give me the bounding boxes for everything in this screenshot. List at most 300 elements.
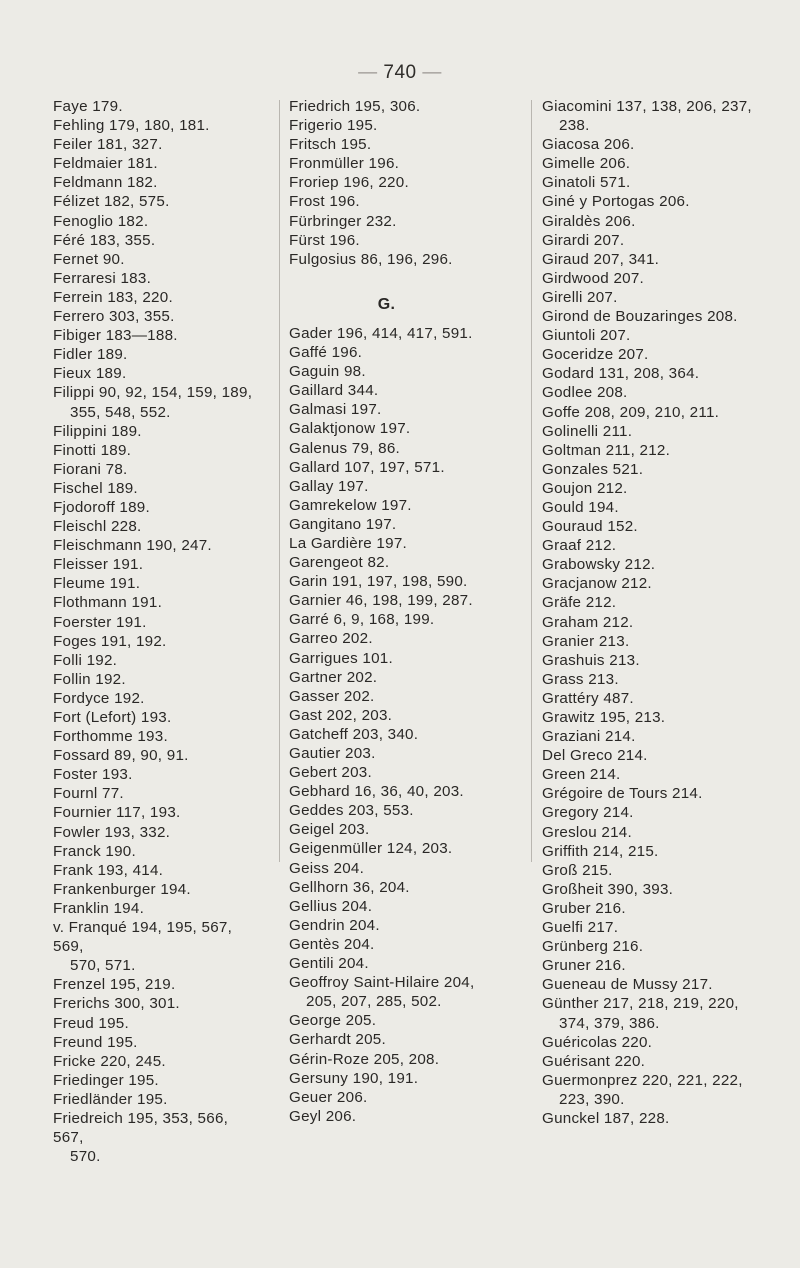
index-entry xyxy=(542,269,772,288)
index-entry xyxy=(53,345,258,364)
index-entry xyxy=(53,899,258,918)
section-heading: G. xyxy=(377,295,396,313)
index-entry xyxy=(542,250,772,269)
index-entry-text: Günther 217, 218, 219, 220, xyxy=(542,995,739,1013)
index-entry xyxy=(542,727,772,746)
index-entry xyxy=(289,154,514,173)
index-entry-text: Finotti 189. xyxy=(53,441,132,459)
index-entry xyxy=(53,842,258,861)
index-entry xyxy=(53,192,258,211)
index-entry xyxy=(542,861,772,880)
index-entry xyxy=(53,116,258,135)
index-entry-text: Féré 183, 355. xyxy=(53,231,156,249)
index-entry xyxy=(542,918,772,937)
index-entry xyxy=(289,135,514,154)
index-entry-text: Gerhardt 205. xyxy=(289,1031,386,1049)
index-entry xyxy=(53,383,258,421)
index-entry xyxy=(289,534,514,553)
index-entry-text: Green 214. xyxy=(542,766,621,784)
index-entry xyxy=(289,515,514,534)
index-entry xyxy=(53,441,258,460)
index-entry-text: Gautier 203. xyxy=(289,745,376,762)
index-entry xyxy=(542,479,772,498)
index-entry-text: Foges 191, 192. xyxy=(53,632,167,650)
index-entry xyxy=(289,458,514,477)
index-entry xyxy=(542,154,772,173)
index-entry xyxy=(542,212,772,231)
index-entry-text: Grégoire de Tours 214. xyxy=(542,785,703,803)
index-entry xyxy=(289,97,514,116)
index-entry xyxy=(53,536,258,555)
index-entry xyxy=(542,441,772,460)
index-entry-text: Graham 212. xyxy=(542,613,634,631)
index-entry-text: Gentili 204. xyxy=(289,955,369,973)
index-entry-text: Froriep 196, 220. xyxy=(289,174,409,192)
index-entry-text: Gangitano 197. xyxy=(289,515,397,533)
index-entry-text: Friedinger 195. xyxy=(53,1071,159,1089)
index-entry-text: Fleume 191. xyxy=(53,575,141,593)
index-entry xyxy=(289,362,514,381)
index-entry xyxy=(53,727,258,746)
index-entry-text: Fidler 189. xyxy=(53,346,128,364)
index-entry-text: Galaktjonow 197. xyxy=(289,420,411,438)
index-entry xyxy=(542,403,772,422)
index-entry xyxy=(289,725,514,744)
index-entry xyxy=(53,212,258,231)
index-entry-text: Geoffroy Saint-Hilaire 204, xyxy=(289,974,475,992)
index-entry-text: Fordyce 192. xyxy=(53,689,145,707)
index-entry xyxy=(542,842,772,861)
index-entry-text: Geddes 203, 553. xyxy=(289,802,414,820)
index-entry-text: Goffe 208, 209, 210, 211. xyxy=(542,403,720,421)
index-entry-text: Fehling 179, 180, 181. xyxy=(53,117,210,135)
index-entry xyxy=(289,801,514,820)
index-entry xyxy=(542,994,772,1032)
index-entry-text: Garnier 46, 198, 199, 287. xyxy=(289,592,473,610)
index-entry xyxy=(542,975,772,994)
index-entry xyxy=(542,593,772,612)
index-entry-text: Gruber 216. xyxy=(542,899,626,917)
index-entry xyxy=(53,555,258,574)
index-entry xyxy=(53,97,258,116)
index-entry xyxy=(53,746,258,765)
index-entry-text: Félizet 182, 575. xyxy=(53,193,170,211)
index-entry-text: Grünberg 216. xyxy=(542,938,644,956)
index-entry-text: Feldmann 182. xyxy=(53,174,158,192)
index-entry xyxy=(289,381,514,400)
index-entry xyxy=(542,326,772,345)
index-entry-text: Filippi 90, 92, 154, 159, 189, xyxy=(53,384,253,402)
index-entry xyxy=(53,880,258,899)
index-entry-text: Galenus 79, 86. xyxy=(289,439,400,457)
index-entry xyxy=(289,916,514,935)
index-entry-text: Fieux 189. xyxy=(53,365,127,383)
index-entry xyxy=(53,708,258,727)
index-entry xyxy=(289,1030,514,1049)
index-entry xyxy=(53,784,258,803)
index-entry-text: Fricke 220, 245. xyxy=(53,1052,166,1070)
index-entry xyxy=(289,343,514,362)
index-entry xyxy=(53,1109,258,1166)
index-entry xyxy=(289,400,514,419)
index-entry-text: Frost 196. xyxy=(289,193,360,211)
index-entry xyxy=(289,859,514,878)
index-entry xyxy=(53,689,258,708)
index-entry-text: Gast 202, 203. xyxy=(289,706,393,724)
index-entry xyxy=(542,460,772,479)
index-entry-text: Freud 195. xyxy=(53,1014,129,1032)
index-entry xyxy=(289,878,514,897)
index-entry-text: Foerster 191. xyxy=(53,613,147,631)
index-entry-text: Geyl 206. xyxy=(289,1107,357,1125)
index-entry xyxy=(289,973,514,1011)
index-entry-text: Gellius 204. xyxy=(289,897,373,915)
column-divider xyxy=(279,100,280,862)
index-entry xyxy=(53,173,258,192)
index-entry xyxy=(53,250,258,269)
index-entry xyxy=(53,632,258,651)
index-entry-text: Geiss 204. xyxy=(289,859,365,877)
index-entry xyxy=(289,897,514,916)
index-entry xyxy=(542,1033,772,1052)
index-entry xyxy=(289,763,514,782)
index-entry xyxy=(289,231,514,250)
index-entry-text: Gartner 202. xyxy=(289,668,378,686)
index-entry-text: Ferraresi 183. xyxy=(53,269,152,287)
index-entry-text: Follin 192. xyxy=(53,670,126,688)
index-entry xyxy=(53,1052,258,1071)
index-entry xyxy=(289,782,514,801)
index-entry xyxy=(289,839,514,858)
index-entry-text: Friedrich 195, 306. xyxy=(289,98,421,115)
index-entry-text: Gregory 214. xyxy=(542,804,634,822)
index-entry-text: Grawitz 195, 213. xyxy=(542,709,666,726)
index-entry-continuation: 570, 571. xyxy=(70,957,136,975)
index-entry xyxy=(542,632,772,651)
index-column-3 xyxy=(542,97,772,1128)
index-entry xyxy=(53,765,258,784)
index-entry-text: Gader 196, 414, 417, 591. xyxy=(289,324,473,342)
index-entry xyxy=(289,1088,514,1107)
index-entry xyxy=(53,517,258,536)
index-entry xyxy=(53,460,258,479)
index-entry-text: Gueneau de Mussy 217. xyxy=(542,976,713,994)
index-entry-text: Foster 193. xyxy=(53,766,133,784)
index-entry-text: Gersuny 190, 191. xyxy=(289,1069,419,1087)
index-entry-text: Fleischl 228. xyxy=(53,518,142,536)
index-entry-text: Garin 191, 197, 198, 590. xyxy=(289,573,468,591)
index-entry-text: Friedländer 195. xyxy=(53,1090,168,1108)
index-entry xyxy=(53,918,258,975)
index-entry xyxy=(53,823,258,842)
index-entry xyxy=(542,498,772,517)
index-entry-text: Giné y Portogas 206. xyxy=(542,193,690,211)
index-entry-continuation: 223, 390. xyxy=(559,1090,625,1108)
index-entry xyxy=(289,324,514,343)
index-entry-text: Gräfe 212. xyxy=(542,594,617,612)
index-entry-text: Granier 213. xyxy=(542,632,630,650)
index-entry-text: Fernet 90. xyxy=(53,250,125,268)
index-entry-text: Frank 193, 414. xyxy=(53,861,164,879)
index-entry xyxy=(542,651,772,670)
index-entry-text: Friedreich 195, 353, 566, 567, xyxy=(53,1109,229,1147)
index-entry-text: Guermonprez 220, 221, 222, xyxy=(542,1071,743,1089)
index-entry xyxy=(542,937,772,956)
index-entry-text: Goceridze 207. xyxy=(542,346,649,364)
index-entry xyxy=(542,345,772,364)
index-entry-text: Gaillard 344. xyxy=(289,382,379,400)
index-entry xyxy=(542,1052,772,1071)
index-entry-text: Garrigues 101. xyxy=(289,649,393,667)
index-entry xyxy=(53,1014,258,1033)
index-entry-text: Guéricolas 220. xyxy=(542,1033,653,1051)
index-entry xyxy=(53,154,258,173)
index-entry-text: Fossard 89, 90, 91. xyxy=(53,747,189,765)
index-entry-text: Giacomini 137, 138, 206, 237, xyxy=(542,98,752,115)
index-entry xyxy=(542,135,772,154)
index-entry xyxy=(53,574,258,593)
index-entry xyxy=(53,364,258,383)
index-entry xyxy=(542,288,772,307)
index-entry xyxy=(542,708,772,727)
index-entry-text: Gallay 197. xyxy=(289,477,369,495)
index-entry-text: Gasser 202. xyxy=(289,687,375,705)
index-entry-text: Gatcheff 203, 340. xyxy=(289,725,419,743)
index-entry xyxy=(542,880,772,899)
index-entry xyxy=(542,422,772,441)
index-entry xyxy=(289,553,514,572)
index-entry-text: Girond de Bouzaringes 208. xyxy=(542,308,738,326)
index-entry-text: Gendrin 204. xyxy=(289,916,380,934)
index-entry xyxy=(53,479,258,498)
index-entry xyxy=(289,192,514,211)
index-entry xyxy=(542,899,772,918)
index-entry-text: Guérisant 220. xyxy=(542,1052,646,1070)
index-entry xyxy=(53,861,258,880)
index-entry-text: Graziani 214. xyxy=(542,728,636,746)
index-entry-text: Franklin 194. xyxy=(53,899,145,917)
index-entry-text: Ferrero 303, 355. xyxy=(53,308,175,326)
index-entry xyxy=(289,572,514,591)
index-entry-text: Fulgosius 86, 196, 296. xyxy=(289,250,453,268)
index-entry-text: Fritsch 195. xyxy=(289,136,372,154)
index-entry-text: Frankenburger 194. xyxy=(53,880,191,898)
index-entry-text: Del Greco 214. xyxy=(542,747,648,765)
index-entry xyxy=(53,1071,258,1090)
index-entry xyxy=(53,422,258,441)
index-entry-text: Giraldès 206. xyxy=(542,212,636,230)
index-entry-text: Fenoglio 182. xyxy=(53,212,149,230)
index-entry-text: v. Franqué 194, 195, 567, 569, xyxy=(53,919,233,956)
index-entry-continuation: 205, 207, 285, 502. xyxy=(306,993,442,1011)
index-entry-text: Grattéry 487. xyxy=(542,689,634,707)
index-entry xyxy=(542,956,772,975)
index-entry-text: Fiorani 78. xyxy=(53,460,128,478)
index-entry xyxy=(53,803,258,822)
index-entry-text: Gérin-Roze 205, 208. xyxy=(289,1050,440,1068)
index-entry xyxy=(53,670,258,689)
index-entry xyxy=(289,1050,514,1069)
index-entry xyxy=(53,269,258,288)
index-entry-text: Giraud 207, 341. xyxy=(542,250,660,268)
index-entry-text: Freund 195. xyxy=(53,1033,138,1051)
index-entry-text: Gentès 204. xyxy=(289,935,375,953)
index-entry xyxy=(53,593,258,612)
index-entry xyxy=(289,116,514,135)
index-column-2 xyxy=(289,97,514,1126)
index-entry-text: Garreo 202. xyxy=(289,630,373,648)
index-entry xyxy=(289,706,514,725)
index-entry-text: George 205. xyxy=(289,1012,377,1030)
index-entry xyxy=(289,668,514,687)
index-entry-continuation: 374, 379, 386. xyxy=(559,1014,660,1032)
index-entry-text: Garré 6, 9, 168, 199. xyxy=(289,611,435,629)
index-entry-text: Fort (Lefort) 193. xyxy=(53,709,172,726)
index-entry-text: Ferrein 183, 220. xyxy=(53,288,173,306)
index-entry xyxy=(542,307,772,326)
index-entry-text: Gould 194. xyxy=(542,498,619,516)
index-entry xyxy=(53,994,258,1013)
index-entry-text: Godard 131, 208, 364. xyxy=(542,365,700,383)
index-entry xyxy=(53,613,258,632)
index-entry-text: Fleischmann 190, 247. xyxy=(53,537,212,555)
index-entry-text: Golinelli 211. xyxy=(542,422,633,440)
index-entry-text: Gaguin 98. xyxy=(289,363,366,381)
index-entry xyxy=(289,649,514,668)
index-entry-text: Ginatoli 571. xyxy=(542,174,631,192)
index-entry-text: Gunckel 187, 228. xyxy=(542,1109,670,1127)
index-entry-text: La Gardière 197. xyxy=(289,534,407,552)
index-entry-text: Fowler 193, 332. xyxy=(53,823,171,841)
index-entry-text: Groß 215. xyxy=(542,861,613,879)
index-entry-text: Franck 190. xyxy=(53,842,136,860)
index-entry-text: Fleisser 191. xyxy=(53,556,144,574)
index-entry xyxy=(542,383,772,402)
index-entry xyxy=(542,1071,772,1109)
index-entry-text: Filippini 189. xyxy=(53,422,142,440)
index-entry-text: Gebert 203. xyxy=(289,764,372,782)
index-entry-text: Flothmann 191. xyxy=(53,594,163,612)
index-entry xyxy=(289,250,514,269)
index-entry-text: Fischel 189. xyxy=(53,479,138,497)
index-entry xyxy=(289,744,514,763)
index-entry-text: Graaf 212. xyxy=(542,537,617,555)
index-entry-text: Gamrekelow 197. xyxy=(289,496,412,514)
index-entry-text: Faye 179. xyxy=(53,98,123,115)
index-entry-text: Gaffé 196. xyxy=(289,344,363,362)
index-entry xyxy=(53,975,258,994)
index-entry xyxy=(53,651,258,670)
index-entry-text: Garengeot 82. xyxy=(289,554,390,572)
index-entry-text: Griffith 214, 215. xyxy=(542,842,659,860)
index-entry-text: Guelfi 217. xyxy=(542,919,619,937)
index-entry-text: Girardi 207. xyxy=(542,231,625,249)
index-entry xyxy=(289,629,514,648)
index-entry xyxy=(53,231,258,250)
index-entry-text: Forthomme 193. xyxy=(53,728,168,746)
index-entry-text: Fournier 117, 193. xyxy=(53,804,181,822)
index-entry-text: Goujon 212. xyxy=(542,479,628,497)
index-entry-text: Fürst 196. xyxy=(289,231,360,249)
index-entry xyxy=(542,1109,772,1128)
index-entry xyxy=(53,498,258,517)
index-entry-text: Frigerio 195. xyxy=(289,117,378,135)
index-entry-text: Fjodoroff 189. xyxy=(53,498,150,516)
index-entry-text: Gracjanow 212. xyxy=(542,575,652,593)
index-entry xyxy=(53,326,258,345)
index-entry-text: Girdwood 207. xyxy=(542,269,645,287)
index-entry xyxy=(542,517,772,536)
index-entry xyxy=(289,591,514,610)
index-entry xyxy=(53,1033,258,1052)
index-entry xyxy=(542,670,772,689)
index-entry-text: Grass 213. xyxy=(542,670,619,688)
index-entry xyxy=(542,536,772,555)
index-entry-text: Gebhard 16, 36, 40, 203. xyxy=(289,783,464,801)
index-entry xyxy=(53,307,258,326)
index-entry-continuation: 355, 548, 552. xyxy=(70,403,171,421)
index-entry-text: Gimelle 206. xyxy=(542,155,631,173)
index-entry xyxy=(289,1069,514,1088)
index-entry-text: Girelli 207. xyxy=(542,288,618,306)
index-column-1 xyxy=(53,97,258,1166)
index-entry-text: Frerichs 300, 301. xyxy=(53,995,180,1013)
page-number: 740 xyxy=(383,62,417,83)
index-entry xyxy=(542,192,772,211)
index-entry-text: Feiler 181, 327. xyxy=(53,136,163,154)
index-entry-text: Geuer 206. xyxy=(289,1088,368,1106)
index-entry-text: Fronmüller 196. xyxy=(289,155,400,173)
index-entry xyxy=(542,746,772,765)
index-entry-text: Giacosa 206. xyxy=(542,136,635,154)
index-entry xyxy=(53,288,258,307)
index-entry-text: Gellhorn 36, 204. xyxy=(289,878,410,896)
index-entry-text: Grashuis 213. xyxy=(542,651,640,669)
index-entry-text: Greslou 214. xyxy=(542,823,632,841)
index-entry-text: Fournl 77. xyxy=(53,785,124,803)
index-entry-continuation: 238. xyxy=(559,117,590,135)
index-entry-text: Grabowsky 212. xyxy=(542,556,656,574)
index-entry xyxy=(289,687,514,706)
page-number-header: — 740 — xyxy=(358,62,442,83)
index-entry-text: Galmasi 197. xyxy=(289,401,382,419)
index-entry xyxy=(542,555,772,574)
index-entry-text: Gonzales 521. xyxy=(542,460,644,478)
index-entry xyxy=(542,823,772,842)
index-entry xyxy=(289,419,514,438)
index-entry xyxy=(542,364,772,383)
index-entry xyxy=(542,689,772,708)
index-entry xyxy=(542,231,772,250)
index-entry xyxy=(289,610,514,629)
index-entry-text: Gruner 216. xyxy=(542,957,626,975)
index-entry xyxy=(289,496,514,515)
index-entry xyxy=(542,574,772,593)
column-divider xyxy=(531,100,532,862)
index-entry-text: Geigenmüller 124, 203. xyxy=(289,840,453,858)
index-entry-text: Geigel 203. xyxy=(289,821,370,839)
index-entry xyxy=(289,1011,514,1030)
index-entry-text: Godlee 208. xyxy=(542,384,628,402)
index-entry-continuation: 570. xyxy=(70,1148,101,1166)
index-entry xyxy=(542,97,772,135)
index-entry-text: Giuntoli 207. xyxy=(542,327,631,345)
index-entry xyxy=(289,935,514,954)
index-entry xyxy=(53,135,258,154)
index-entry xyxy=(542,613,772,632)
index-entry xyxy=(542,784,772,803)
index-entry xyxy=(542,765,772,784)
